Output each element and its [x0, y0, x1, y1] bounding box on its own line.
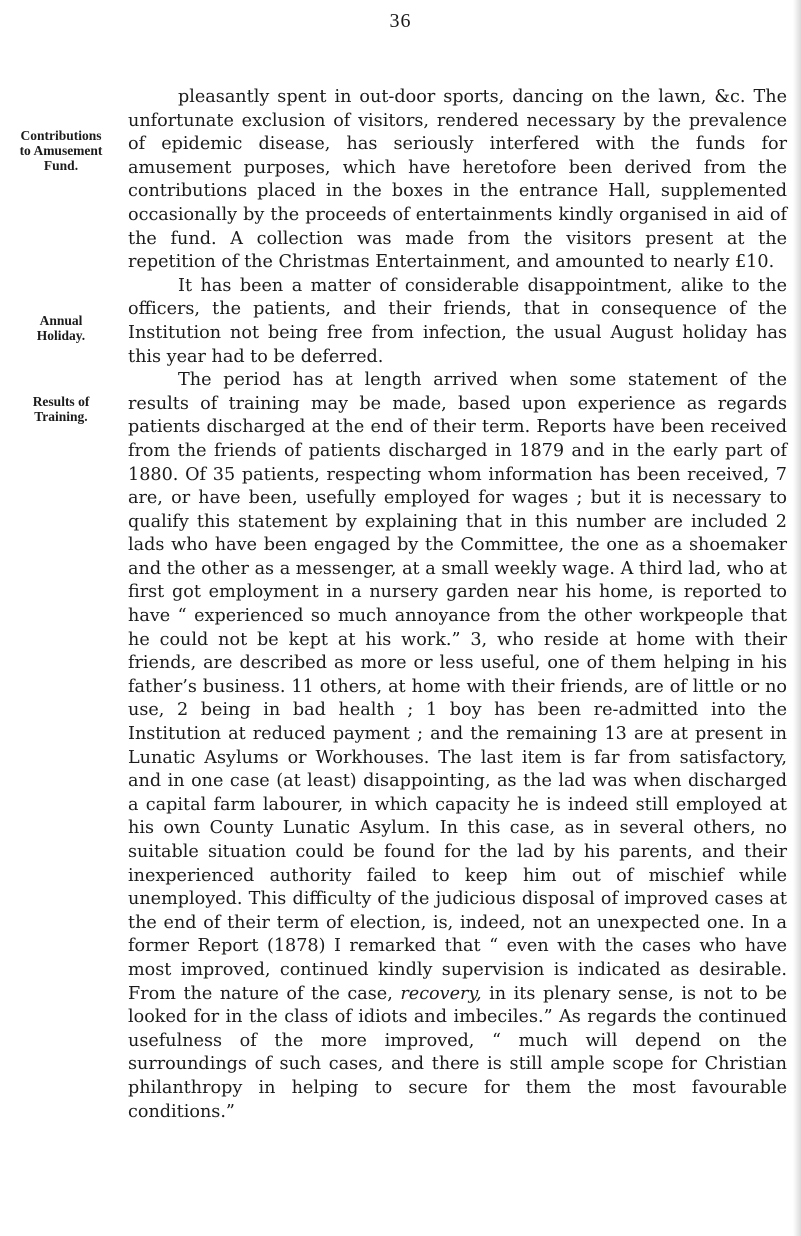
margin-note-line: Results of — [32, 394, 90, 409]
page-number: 36 — [389, 10, 412, 32]
margin-note-line: Fund. — [43, 158, 79, 173]
margin-note-training — [2, 394, 120, 424]
paragraph-text: The period has at length arrived when some statement of the results of training may be made, based upon experience as regards patients discharged at the end of their term. Reports have been received from the friends of patients discharged in 1879 and in the early part of 1880. Of 35 patients, respecting whom information has been received, 7 are, or have been, usefully employed for wages ; but it is necessary to qualify this statement by explaining that in this number are included 2 lads who have been engaged by the Committee, the one as a shoemaker and the other as a messenger, at a small weekly wage. A third lad, who at first got employment in a nursery garden near his home, is reported to have “ experienced so much annoyance from the other workpeople that he could not be kept at his work.” 3, who reside at home with their friends, are described as more or less useful, one of them helping in his father’s business. 11 others, at home with their friends, are of little or no use, 2 being in bad health ; 1 boy has been re-admitted into the Institution at reduced payment ; and the remaining 13 are at present in Lunatic Asylums or Workhouses. The last item is far from satisfactory, and in one case (at least) disappointing, as the lad was when discharged a capital farm labourer, in which capacity he is indeed still employed at his own County Lunatic Asylum. In this case, as in several others, no suitable situation could be found for the lad by his parents, and their inexperienced authority failed to keep him out of mischief while unemployed. This difficulty of the judicious disposal of improved cases at the end of their term of election, is, indeed, not an unexpected one. In a former Report (1878) I remarked that “ even with the cases who have most improved, continued kindly supervision is indicated as desirable. From the nature of the case, — [128, 370, 787, 1004]
margin-note-line: Contributions — [20, 128, 102, 143]
margin-note-line: Annual — [39, 313, 83, 328]
margin-note-line: to Amusement — [19, 143, 103, 158]
margin-note-line: Holiday. — [36, 328, 86, 343]
paragraph-annual-holiday: It has been a matter of considerable disappointment, alike to the officers, the patients, and their friends, that in consequence of the Institution not being free from infection, the usual August holiday has this year had to be deferred. — [128, 275, 787, 367]
page-edge-shadow — [793, 0, 801, 1236]
italic-word: recovery, — [400, 983, 482, 1004]
body-text — [128, 86, 787, 1124]
margin-note-contributions — [2, 128, 120, 173]
paragraph-text: in its plenary sense, is not to be looked for in the class of idiots and imbeciles.” As regards the continued usefulness of the more improved, “ much will depend on the surroundings of such cases, and there is still ample scope for Christian philanthropy in helping to secure for them the most favourable conditions.” — [128, 983, 787, 1122]
margin-note-holiday — [2, 313, 120, 343]
paragraph-amusement-fund: pleasantly spent in out-door sports, dancing on the lawn, &c. The unfortunate exclusion of visitors, rendered necessary by the prevalence of epidemic disease, has seriously interfered with the funds for amusement purposes, which have heretofore been derived from the contributions placed in the boxes in the entrance Hall, supplemented occasionally by the proceeds of entertainments kindly organised in aid of the fund. A collection was made from the visitors present at the repetition of the Christmas Entertainment, and amounted to nearly £10. — [128, 87, 787, 273]
paragraph-results-of-training — [128, 369, 787, 1124]
margin-note-line: Training. — [34, 409, 88, 424]
